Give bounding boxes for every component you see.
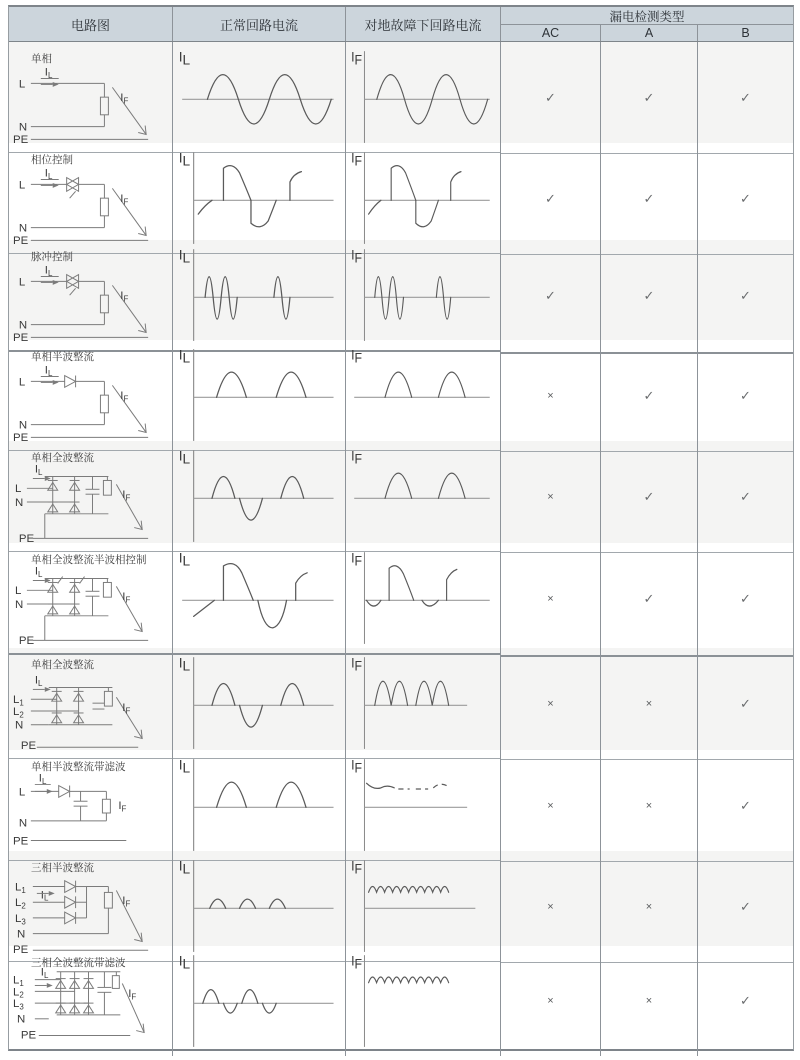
svg-text:L: L (18, 376, 26, 389)
svg-text:IL: $I_L$ (44, 66, 53, 81)
svg-text:N: N (16, 1013, 26, 1026)
circuit-name-label: 单相全波整流半波相控制 (31, 554, 147, 566)
svg-text:IL: $I_L$ (44, 364, 53, 379)
check-icon: ✓ (545, 190, 556, 206)
fault-current-waveform (346, 240, 501, 352)
svg-text:IL: $I_L$ (34, 565, 43, 580)
check-icon: ✓ (740, 488, 751, 504)
check-icon: ✓ (740, 797, 751, 813)
circuit-name-label: 单相半波整流 (31, 351, 94, 363)
mark-cell-b (698, 946, 793, 1056)
mark-cell-a (601, 441, 698, 553)
svg-text:IL: $I_L$ (34, 674, 43, 688)
col-header-detection-type: 漏电检测类型 (501, 7, 793, 25)
svg-text:IF: $I_F$ (118, 800, 127, 814)
svg-text:IL: IL (178, 757, 191, 776)
circuit-name-label: 三相全波整流带滤波 (31, 957, 126, 969)
mark-cell-a (601, 750, 698, 862)
normal-current-waveform (173, 143, 346, 254)
circuit-diagram (9, 762, 172, 860)
svg-text:IF: IF (351, 549, 363, 569)
circuit-cell (9, 750, 173, 861)
circuit-diagram (9, 453, 172, 551)
fault-current-waveform (346, 143, 501, 254)
cross-icon: × (645, 799, 653, 812)
mark-cell-ac (501, 143, 601, 255)
table-body (9, 42, 793, 1049)
table-row (9, 240, 793, 345)
svg-text:IF: $I_F$ (122, 489, 131, 503)
cross-icon: × (547, 900, 554, 913)
fault-current-waveform (346, 42, 501, 153)
svg-text:L1: $L_1$ (12, 974, 24, 988)
svg-text:L: L (18, 786, 26, 799)
mark-cell-a (601, 143, 698, 255)
svg-text:IL: IL (178, 655, 191, 674)
svg-text:PE: PE (12, 134, 29, 147)
cross-icon: × (547, 697, 554, 710)
svg-text:IL: IL (178, 247, 191, 266)
cross-icon: × (547, 995, 554, 1008)
svg-text:L: L (18, 78, 26, 91)
svg-text:L1: $L_1$ (12, 694, 24, 708)
check-icon: ✓ (545, 89, 556, 105)
circuit-name-label: 单相半波整流带滤波 (31, 761, 126, 773)
svg-text:L3: $L_3$ (12, 998, 24, 1012)
col-group-detection-type (501, 7, 793, 41)
circuit-cell (9, 648, 173, 759)
svg-text:L: L (18, 276, 26, 289)
svg-text:L2: $L_2$ (14, 897, 26, 911)
svg-text:IL: $I_L$ (44, 264, 53, 279)
circuit-cell (9, 946, 173, 1056)
mark-cell-ac (501, 750, 601, 862)
normal-current-waveform (173, 648, 346, 759)
mark-cell-a (601, 543, 698, 657)
svg-text:IF: IF (351, 246, 363, 266)
svg-text:IF: IF (351, 346, 363, 366)
svg-text:N: N (16, 928, 26, 941)
svg-text:IF: $I_F$ (122, 591, 131, 605)
mark-cell-ac (501, 543, 601, 657)
detection-table (8, 5, 794, 1051)
check-icon: ✓ (740, 898, 751, 914)
table-row (9, 42, 793, 147)
mark-cell-b (698, 648, 793, 760)
svg-text:IF: $I_F$ (122, 895, 131, 909)
check-icon: ✓ (740, 288, 751, 304)
fault-current-waveform (346, 543, 501, 655)
col-header-circuit: 电路图 (9, 7, 173, 41)
circuit-name-label: 三相半波整流 (31, 862, 94, 874)
svg-text:PE: PE (12, 332, 29, 345)
svg-text:PE: PE (12, 432, 29, 445)
normal-current-waveform (173, 750, 346, 861)
svg-text:IL: IL (178, 347, 191, 366)
svg-text:N: N (14, 497, 24, 509)
check-icon: ✓ (643, 488, 655, 504)
mark-cell-ac (501, 240, 601, 354)
normal-current-waveform (173, 543, 346, 655)
svg-text:IL: $I_L$ (40, 966, 49, 981)
normal-current-waveform (173, 240, 346, 352)
col-header-normal-current: 正常回路电流 (173, 7, 346, 41)
svg-text:IF: $I_F$ (120, 193, 129, 207)
svg-text:IF: IF (351, 447, 363, 467)
svg-text:IL: $I_L$ (44, 167, 53, 182)
mark-cell-b (698, 441, 793, 553)
svg-text:PE: PE (18, 533, 35, 546)
cross-icon: × (547, 593, 554, 606)
mark-cell-b (698, 340, 793, 452)
col-header-ac: AC (501, 25, 601, 41)
circuit-diagram (9, 54, 172, 152)
check-icon: ✓ (643, 591, 655, 607)
detection-subheader (501, 25, 793, 41)
svg-text:N: N (18, 121, 28, 134)
svg-text:L2: $L_2$ (12, 705, 24, 720)
normal-current-waveform (173, 441, 346, 552)
check-icon: ✓ (643, 89, 655, 105)
svg-text:IF: $I_F$ (120, 390, 129, 404)
mark-cell-ac (501, 648, 601, 760)
svg-text:PE: PE (12, 235, 29, 248)
svg-text:PE: PE (20, 740, 37, 753)
table-row (9, 750, 793, 851)
circuit-cell (9, 441, 173, 552)
cross-icon: × (645, 697, 653, 710)
check-icon: ✓ (545, 288, 556, 304)
svg-text:IF: IF (351, 756, 363, 776)
circuit-name-label: 脉冲控制 (31, 251, 73, 263)
mark-cell-b (698, 240, 793, 354)
svg-text:N: N (14, 599, 24, 611)
svg-text:L: L (18, 179, 26, 192)
mark-cell-a (601, 240, 698, 354)
svg-text:PE: PE (12, 835, 29, 848)
normal-current-waveform (173, 340, 346, 451)
svg-text:N: N (18, 222, 28, 235)
circuit-diagram (9, 352, 172, 450)
svg-text:IF: $I_F$ (120, 290, 129, 304)
svg-text:IL: IL (178, 150, 191, 169)
svg-text:PE: PE (18, 635, 35, 648)
circuit-cell (9, 42, 173, 153)
svg-text:N: N (18, 419, 28, 432)
check-icon: ✓ (643, 288, 655, 304)
col-header-a: A (601, 25, 698, 41)
table-row (9, 441, 793, 546)
mark-cell-ac (501, 42, 601, 154)
fault-current-waveform (346, 946, 501, 1056)
svg-text:N: N (14, 719, 24, 732)
svg-text:IL: $I_L$ (34, 463, 43, 478)
svg-text:IL: IL (178, 953, 191, 972)
table-row (9, 851, 793, 957)
svg-text:IL: $I_L$ (38, 772, 47, 787)
svg-text:L3: $L_3$ (14, 912, 26, 927)
cross-icon: × (547, 490, 554, 503)
svg-text:IF: $I_F$ (120, 92, 129, 106)
circuit-diagram (9, 958, 172, 1056)
check-icon: ✓ (740, 387, 751, 403)
circuit-name-label: 单相全波整流 (31, 659, 94, 671)
circuit-name-label: 单相 (31, 53, 52, 65)
svg-text:IF: IF (351, 149, 363, 169)
col-header-b: B (741, 26, 750, 40)
mark-cell-ac (501, 441, 601, 553)
table-header (9, 7, 793, 42)
svg-text:L: L (14, 483, 22, 496)
cross-icon: × (645, 900, 653, 913)
circuit-cell (9, 340, 173, 451)
col-header-fault-current: 对地故障下回路电流 (346, 7, 501, 41)
circuit-diagram (9, 660, 172, 758)
svg-text:L: L (14, 585, 22, 598)
cross-icon: × (645, 995, 653, 1008)
mark-cell-a (601, 340, 698, 452)
check-icon: ✓ (643, 190, 655, 206)
fault-current-waveform (346, 441, 501, 552)
mark-cell-b (698, 543, 793, 657)
svg-text:IF: IF (351, 654, 363, 674)
circuit-name-label: 单相全波整流 (31, 452, 94, 464)
mark-cell-a (601, 42, 698, 154)
svg-text:IL: IL (178, 49, 191, 68)
circuit-cell (9, 543, 173, 655)
check-icon: ✓ (643, 387, 655, 403)
mark-cell-b (698, 750, 793, 862)
svg-text:IL: IL (178, 550, 191, 569)
check-icon: ✓ (740, 591, 751, 607)
table-row (9, 340, 793, 445)
table-row (9, 143, 793, 248)
mark-cell-b (698, 42, 793, 154)
cross-icon: × (547, 799, 554, 812)
svg-text:IF: IF (351, 857, 363, 877)
mark-cell-ac (501, 946, 601, 1056)
mark-cell-ac (501, 340, 601, 452)
mark-cell-a (601, 946, 698, 1056)
circuit-cell (9, 143, 173, 254)
circuit-diagram (9, 252, 172, 350)
svg-text:IF: $I_F$ (122, 702, 131, 716)
table-row (9, 946, 793, 1049)
svg-text:IL: IL (178, 858, 191, 877)
svg-text:IL: IL (178, 448, 191, 467)
svg-text:IF: IF (351, 48, 363, 68)
svg-text:N: N (18, 817, 28, 830)
svg-text:IF: $I_F$ (128, 988, 137, 1002)
fault-current-waveform (346, 648, 501, 759)
svg-text:PE: PE (20, 1029, 37, 1042)
circuit-name-label: 相位控制 (31, 154, 73, 166)
svg-text:IL: $I_L$ (40, 889, 49, 903)
circuit-diagram (9, 555, 172, 653)
circuit-diagram (9, 155, 172, 253)
fault-current-waveform (346, 750, 501, 861)
svg-text:L2: $L_2$ (12, 986, 24, 1000)
check-icon: ✓ (740, 695, 751, 711)
circuit-cell (9, 240, 173, 352)
table-row (9, 648, 793, 753)
svg-text:IF: IF (351, 952, 363, 972)
mark-cell-a (601, 648, 698, 760)
table-row (9, 543, 793, 648)
svg-text:PE: PE (12, 944, 29, 957)
svg-text:N: N (18, 319, 28, 332)
normal-current-waveform (173, 946, 346, 1056)
mark-cell-b (698, 143, 793, 255)
cross-icon: × (547, 389, 554, 402)
svg-text:L1: $L_1$ (14, 881, 26, 895)
fault-current-waveform (346, 340, 501, 451)
check-icon: ✓ (740, 89, 751, 105)
check-icon: ✓ (740, 993, 751, 1009)
check-icon: ✓ (740, 190, 751, 206)
normal-current-waveform (173, 42, 346, 153)
